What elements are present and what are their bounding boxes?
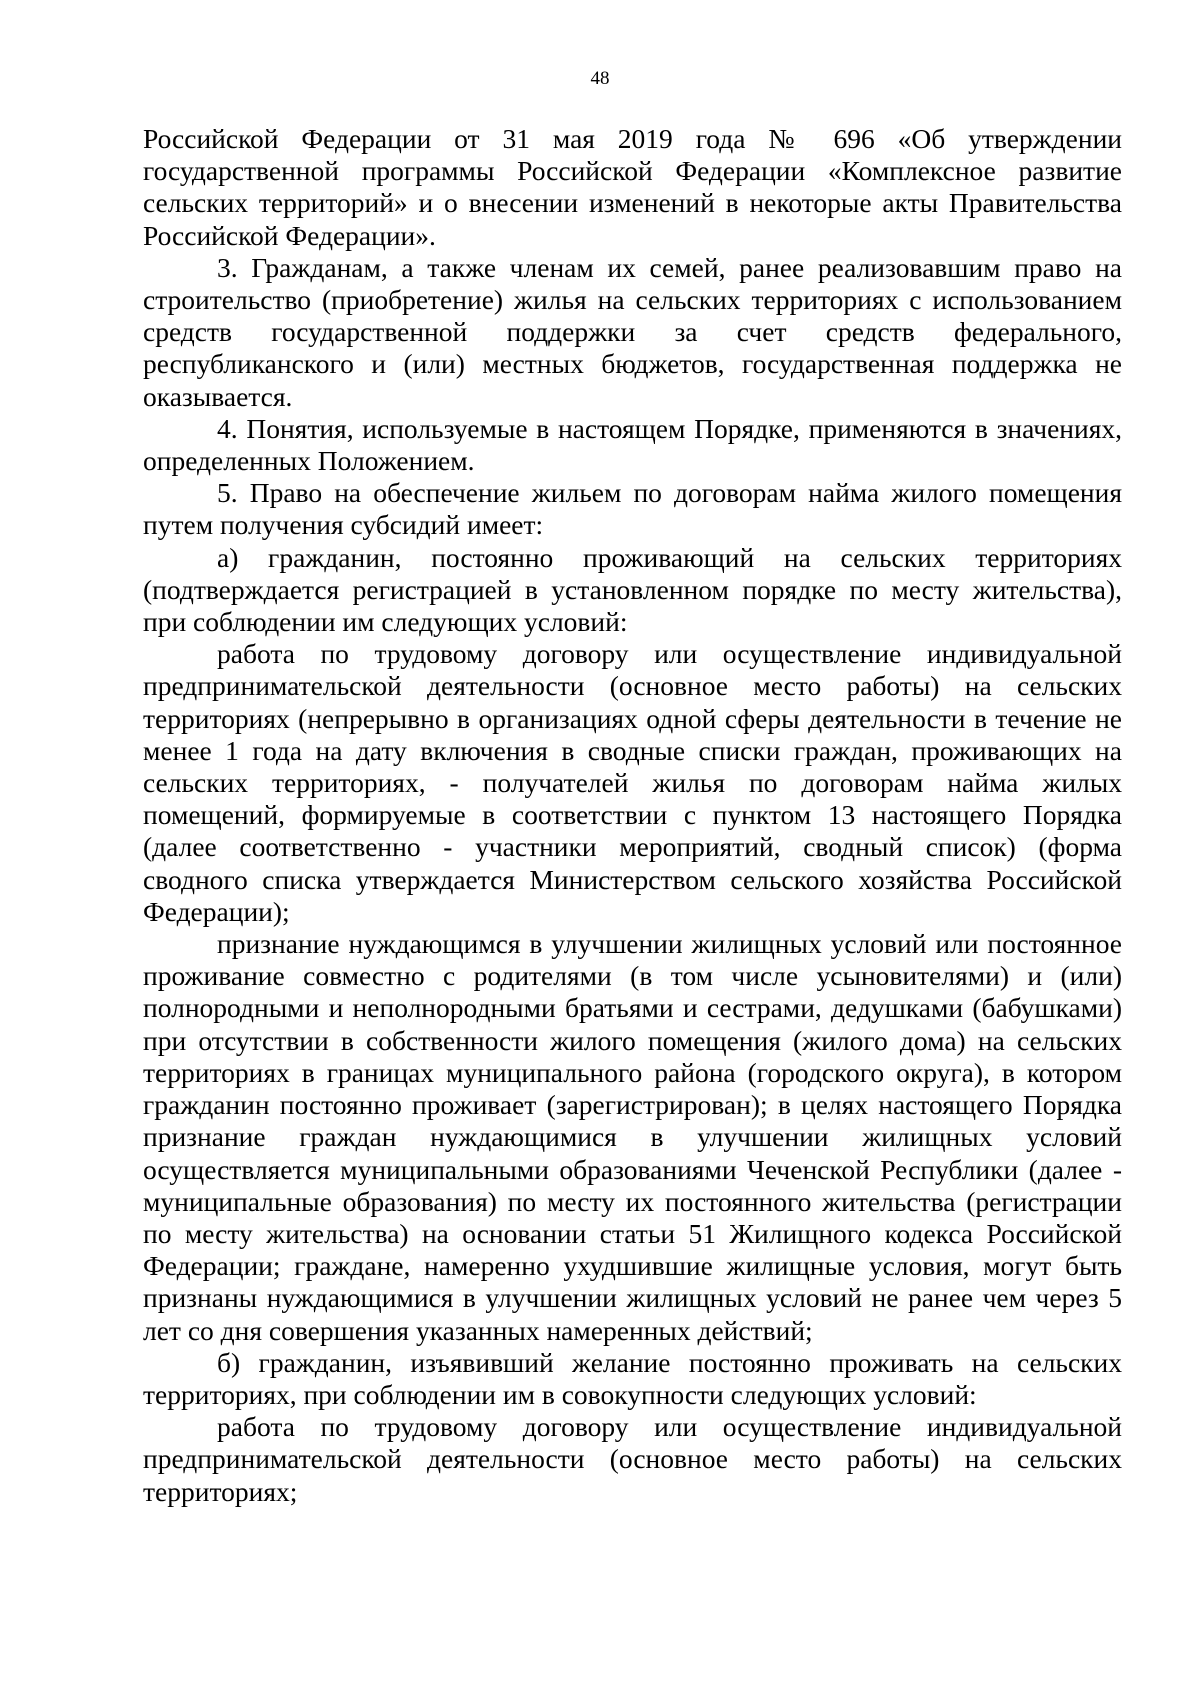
- paragraph-item-5: 5. Право на обеспечение жильем по договорам найма жилого помещения путем получения субсидий имеет:: [143, 477, 1122, 541]
- paragraph-subitem-b: б) гражданин, изъявивший желание постоянно проживать на сельских территориях, при соблюдении им в совокупности следующих условий:: [143, 1346, 1122, 1410]
- document-body: [143, 123, 1122, 1508]
- paragraph-continuation: Российской Федерации от 31 мая 2019 года № 696 «Об утверждении государственной программы Российской Федерации «Комплексное развитие сельских территорий» и о внесении изменений в некоторые акты Правительства Российской Федерации».: [143, 123, 1122, 251]
- page-number: 48: [590, 68, 610, 89]
- paragraph-condition-work-b: работа по трудовому договору или осуществление индивидуальной предпринимательской деятельности (основное место работы) на сельских территориях;: [143, 1411, 1122, 1507]
- paragraph-condition-housing: признание нуждающимся в улучшении жилищных условий или постоянное проживание совместно с родителями (в том числе усыновителями) и (или) полнородными и неполнородными братьями и сестрами, дедушками (бабушками) при отсутствии в собственности жилого помещения (жилого дома) на сельских территориях в границах муниципального района (городского округа), в котором гражданин постоянно проживает (зарегистрирован); в целях настоящего Порядка признание граждан нуждающимися в улучшении жилищных условий осуществляется муниципальными образованиями Чеченской Республики (далее - муниципальные образования) по месту их постоянного жительства (регистрации по месту жительства) на основании статьи 51 Жилищного кодекса Российской Федерации; граждане, намеренно ухудшившие жилищные условия, могут быть признаны нуждающимися в улучшении жилищных условий не ранее чем через 5 лет со дня совершения указанных намеренных действий;: [143, 928, 1122, 1346]
- paragraph-item-3: 3. Гражданам, а также членам их семей, ранее реализовавшим право на строительство (приобретение) жилья на сельских территориях с использованием средств государственной поддержки за счет средств федерального, республиканского и (или) местных бюджетов, государственная поддержка не оказывается.: [143, 251, 1122, 412]
- paragraph-condition-work: работа по трудовому договору или осуществление индивидуальной предпринимательской деятельности (основное место работы) на сельских территориях (непрерывно в организациях одной сферы деятельности в течение не менее 1 года на дату включения в сводные списки граждан, проживающих на сельских территориях, - получателей жилья по договорам найма жилых помещений, формируемые в соответствии с пунктом 13 настоящего Порядка (далее соответственно - участники мероприятий, сводный список) (форма сводного списка утверждается Министерством сельского хозяйства Российской Федерации);: [143, 638, 1122, 927]
- paragraph-item-4: 4. Понятия, используемые в настоящем Порядке, применяются в значениях, определенных Положением.: [143, 412, 1122, 477]
- paragraph-subitem-a: а) гражданин, постоянно проживающий на сельских территориях (подтверждается регистрацией в установленном порядке по месту жительства), при соблюдении им следующих условий:: [143, 541, 1122, 638]
